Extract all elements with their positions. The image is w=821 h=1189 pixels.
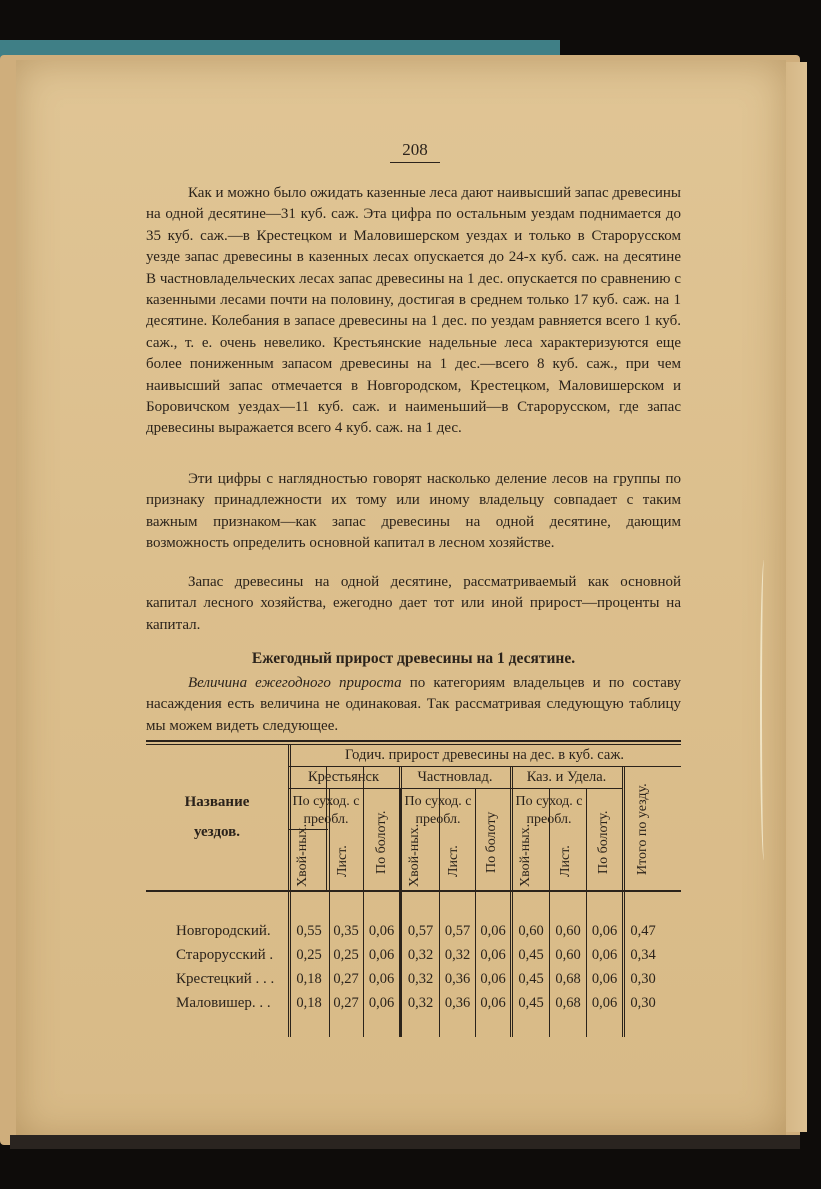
row-name: Старорусский . (176, 947, 274, 963)
cell-value: 0,32 (444, 947, 471, 963)
cell-value: 0,57 (444, 923, 471, 939)
sub-header-dry-3: По суход. с преобл. (515, 794, 583, 827)
col-bog-1: По болоту. (374, 810, 389, 874)
cell-value: 0,45 (518, 971, 544, 987)
paragraph-2-text: Эти цифры с наглядностью говорят насколько деление лесов на группы по признаку принадлежности их тому или иному владельцу совпадает с таким важным признаком—как запас древесины на одной десятине, дающим возможность определить основной капитал в лесном хозяйстве. (146, 471, 681, 552)
paragraph-3 (146, 572, 681, 636)
cell-value: 0,06 (591, 923, 618, 939)
cell-value: 0,06 (480, 947, 506, 963)
group-header-state: Каз. и Удела. (526, 769, 607, 785)
cell-value: 0,06 (368, 971, 395, 987)
cell-value: 0,18 (296, 995, 322, 1011)
col-leaf-3: Лист. (558, 845, 573, 877)
cell-value: 0,06 (591, 971, 618, 987)
cell-value: 0,60 (518, 923, 544, 939)
table-hline (288, 766, 681, 767)
cell-value: 0,45 (518, 995, 544, 1011)
cell-value: 0,27 (333, 995, 359, 1011)
col-total: Итого по уезду. (635, 783, 650, 875)
cell-value: 0,25 (333, 947, 359, 963)
cell-value: 0,06 (480, 923, 506, 939)
cell-value: 0,57 (407, 923, 434, 939)
cell-value: 0,27 (333, 971, 359, 987)
table-header-bottom (146, 890, 681, 892)
sub-header-dry-1: По суход. с преобл. (292, 794, 360, 827)
binding-thread (760, 560, 768, 860)
col-conifer-1: Хвой-ных. (295, 823, 310, 887)
table-hline (288, 788, 622, 789)
table-row (146, 923, 681, 947)
row-name: Новгородский. (176, 923, 271, 939)
cell-value: 0,68 (555, 995, 581, 1011)
cell-value: 0,45 (518, 947, 544, 963)
top-header: Годич. прирост древесины на дес. в куб. саж. (345, 747, 624, 763)
cell-value: 0,32 (407, 995, 434, 1011)
col-bog-3: По болоту. (596, 810, 611, 874)
growth-table (146, 737, 681, 1037)
cell-value: 0,06 (368, 923, 395, 939)
cell-value: 0,34 (630, 947, 656, 963)
table-top-rule-thin (146, 744, 681, 745)
paragraph-1-text: Как и можно было ожидать казенные леса дают наивысший запас древесины на одной десятине—31 куб. саж. Эта цифра по остальным уездам поднимается до 35 куб. саж.—в Крестецком и Маловишерском уездах и только в Старорусском уезде запас древесины в казенных лесах опускается до 24-х куб. саж. на десятине В частновладельческих лесах запас древесины на 1 дес. опускается по сравнению с казенными лесами почти на половину, достигая в среднем только 17 куб. саж. на 1 десятине. Колебания в запасе древесины на 1 дес. по уездам равняется всего 1 куб. саж., т. е. очень невелико. Крестьянские надельные леса характеризуются еще более пониженным запасом древесины на 1 дес.—всего 8 куб. саж., при чем наивысший запас отмечается в Новгородском, Крестецком, Маловишерском и Боровичском уездах—11 куб. саж. и наименьший—в Старорусском, где запас древесины выражается всего 4 куб. саж. на 1 дес. (146, 185, 681, 437)
table-row (146, 947, 681, 971)
group-header-private: Частновлад. (417, 769, 493, 785)
cell-value: 0,06 (368, 995, 395, 1011)
cell-value: 0,06 (368, 947, 395, 963)
name-column-header (146, 787, 288, 847)
col-conifer-3: Хвой-ных. (518, 823, 533, 887)
col-conifer-2: Хвой-ных. (407, 823, 422, 887)
row-name: Маловишер. . . (176, 995, 271, 1011)
cell-value: 0,30 (630, 995, 656, 1011)
paragraph-4 (146, 673, 681, 737)
cell-value: 0,18 (296, 971, 322, 987)
cell-value: 0,32 (407, 947, 434, 963)
page-number: 208 (390, 140, 440, 163)
name-header-line-2: уездов. (193, 824, 241, 840)
cell-value: 0,06 (480, 971, 506, 987)
cell-value: 0,06 (591, 995, 618, 1011)
cell-value: 0,06 (591, 947, 618, 963)
name-header-line-1: Название (184, 794, 250, 810)
cell-value: 0,68 (555, 971, 581, 987)
cell-value: 0,06 (480, 995, 506, 1011)
cell-value: 0,60 (555, 923, 581, 939)
table-row (146, 995, 681, 1019)
cell-value: 0,60 (555, 947, 581, 963)
paragraph-4-emphasis: Величина ежегодного прироста (188, 675, 402, 691)
paragraph-4-text (146, 673, 681, 737)
paragraph-1 (146, 183, 681, 440)
section-heading: Ежегодный прирост древесины на 1 десятине. (251, 650, 576, 667)
cell-value: 0,55 (296, 923, 322, 939)
table-row (146, 971, 681, 995)
cell-value: 0,30 (630, 971, 656, 987)
page-bottom-shadow (10, 1135, 800, 1149)
table-top-rule (146, 740, 681, 742)
cell-value: 0,36 (444, 995, 471, 1011)
cell-value: 0,25 (296, 947, 322, 963)
cell-value: 0,32 (407, 971, 434, 987)
col-leaf-1: Лист. (335, 845, 350, 877)
col-leaf-2: Лист. (446, 845, 461, 877)
cell-value: 0,47 (630, 923, 656, 939)
paragraph-2 (146, 469, 681, 555)
cell-value: 0,36 (444, 971, 471, 987)
sub-header-dry-2: По суход. с преобл. (404, 794, 472, 827)
cell-value: 0,35 (333, 923, 359, 939)
paragraph-4-rest: по категориям владельцев и по составу насаждения есть величина не одинаковая. Так рассматривая следующую таблицу мы можем видеть следующее. (146, 675, 682, 734)
group-header-peasant: Крестьянск (307, 769, 379, 785)
paragraph-3-text: Запас древесины на одной десятине, рассматриваемый как основной капитал лесного хозяйства, ежегодно дает тот или иной прирост—проценты на капитал. (146, 574, 681, 633)
col-bog-2: По болоту (484, 811, 499, 873)
row-name: Крестецкий . . . (176, 971, 275, 987)
